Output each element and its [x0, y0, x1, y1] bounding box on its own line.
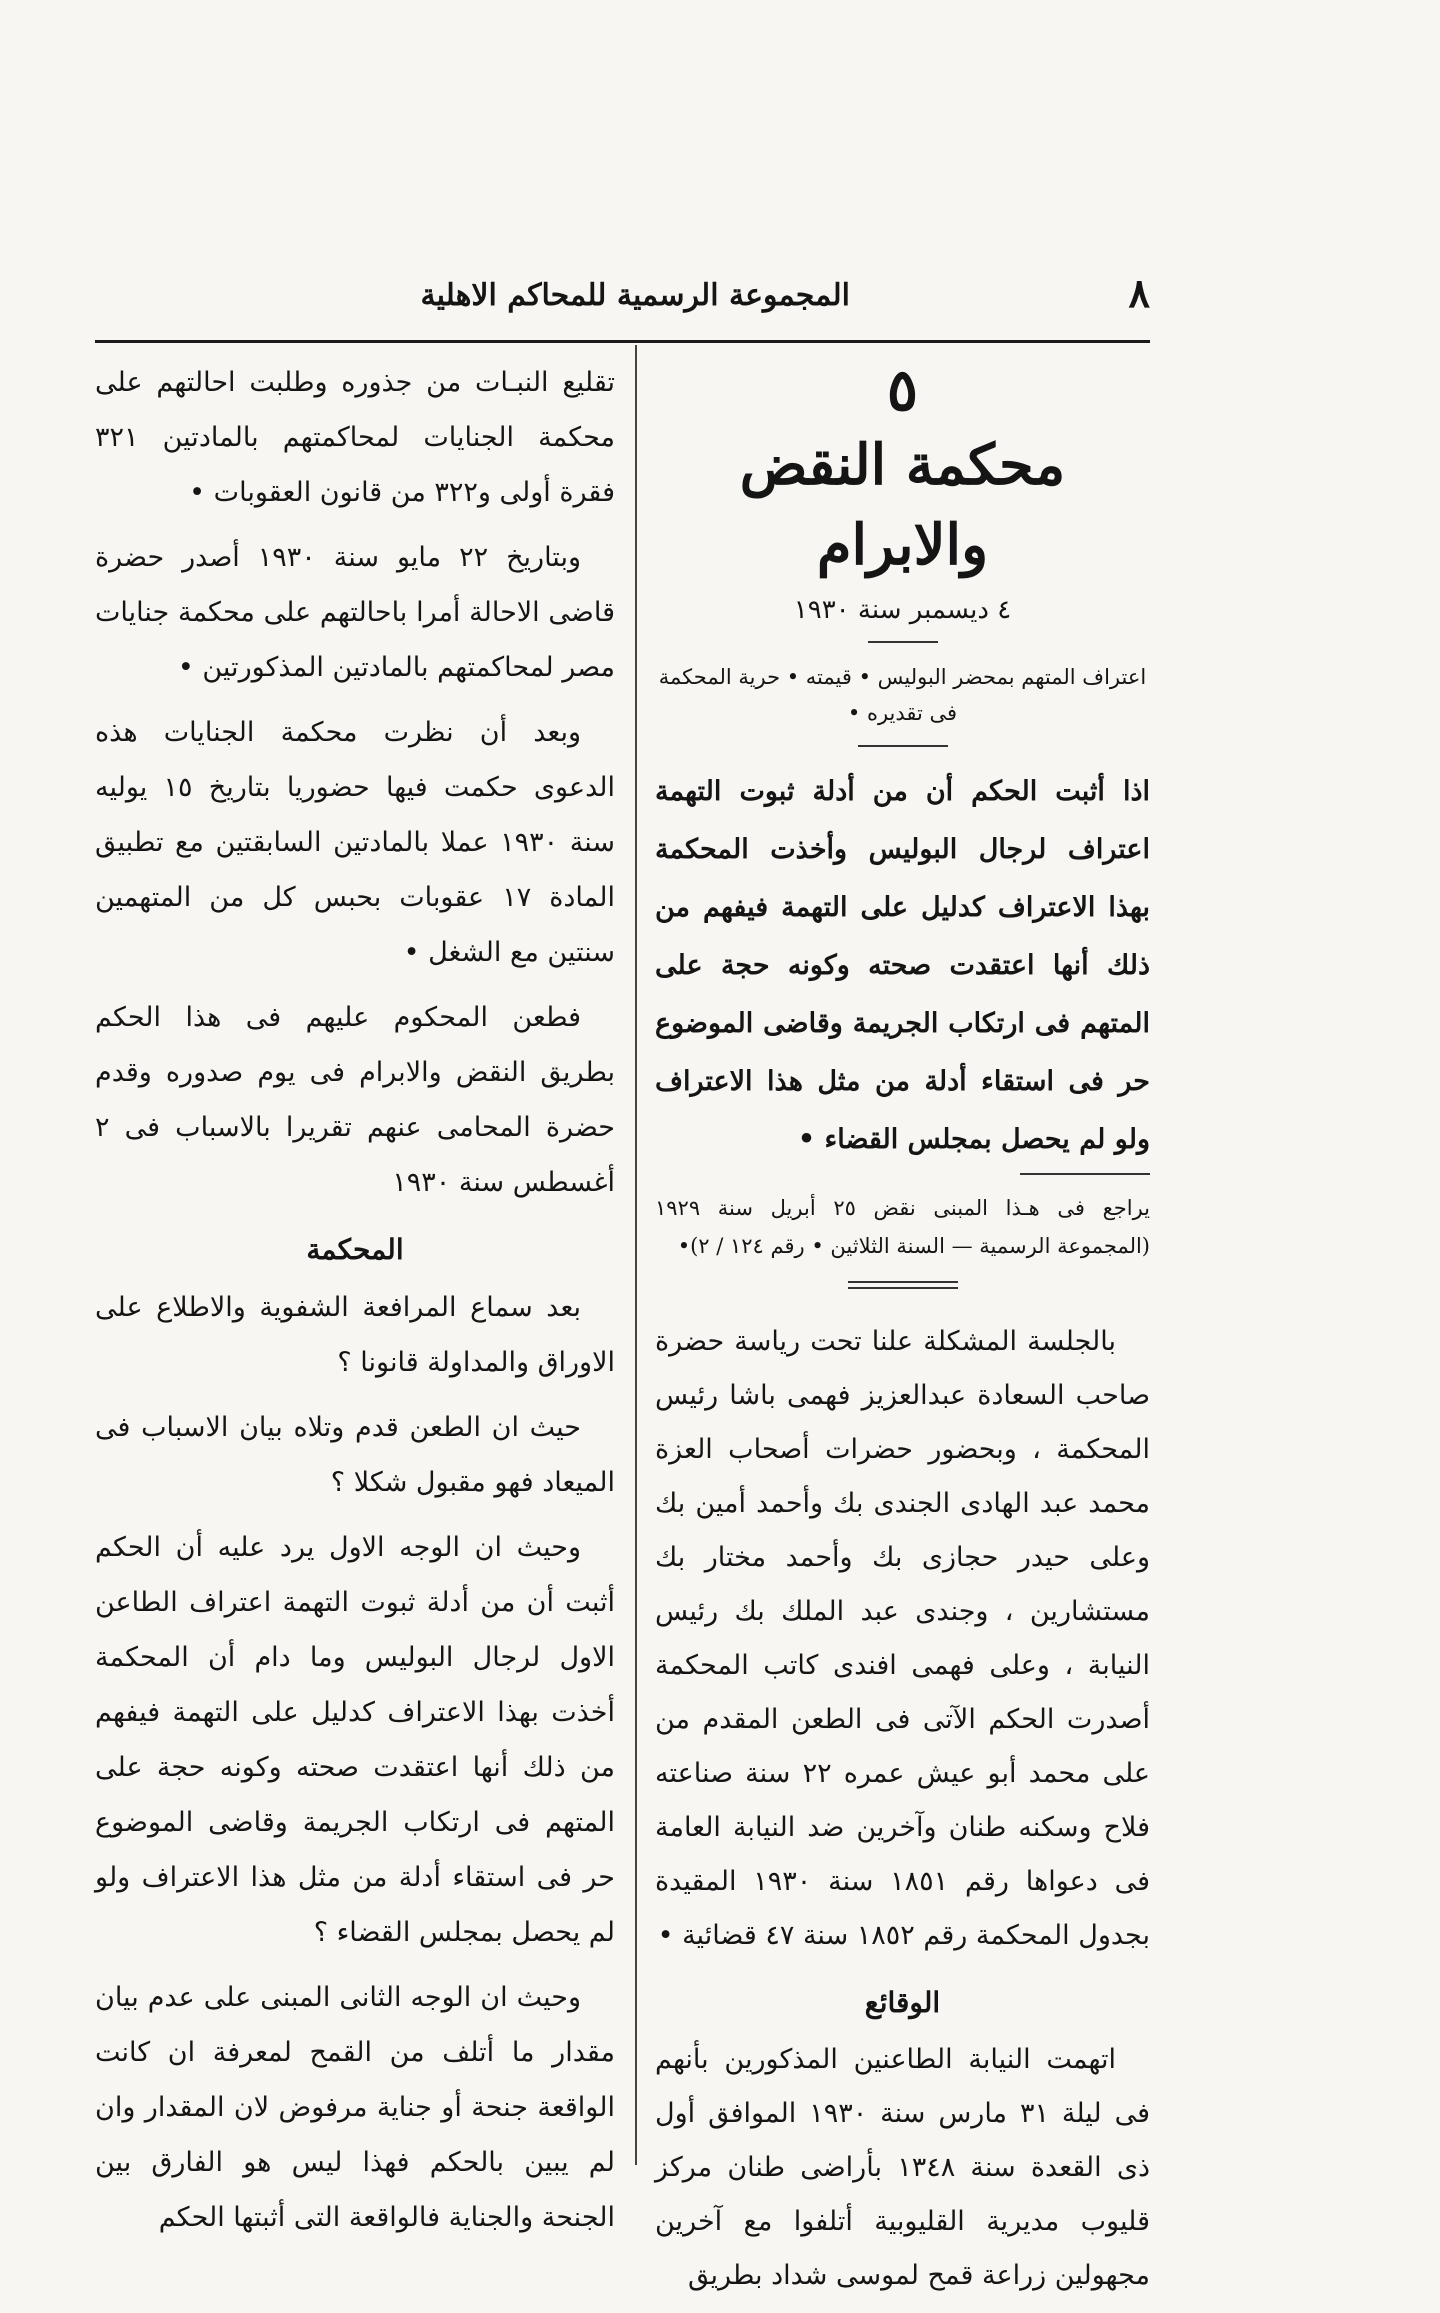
paragraph-5: بعد سماع المرافعة الشفوية والاطلاع على الاوراق والمداولة قانونا ؟ [95, 1292, 615, 1378]
paragraph-1: تقليع النبـات من جذوره وطلبت احالتهم على محكمة الجنايات لمحاكمتهم بالمادتين ٣٢١ فقرة أولى و٣٢٢ من قانون العقوبات • [95, 367, 615, 508]
header-rule [95, 340, 1150, 343]
running-head [95, 270, 1150, 330]
court-section-title: المحكمة [306, 1233, 404, 1266]
session-paragraph: بالجلسة المشكلة علنا تحت رياسة حضرة صاحب السعادة عبدالعزيز فهمى باشا رئيس المحكمة ، وبحضور حضرات أصحاب العزة محمد عبد الهادى الجندى بك وأحمد أمين بك وعلى حيدر حجازى بك وأحمد مختار بك مستشارين ، وجندى عبد الملك بك رئيس النيابة ، وعلى فهمى افندى كاتب المحكمة أصدرت الحكم الآتى فى الطعن المقدم من على محمد أبو عيش عمره ٢٢ سنة صناعته فلاح وسكنه طنان وآخرين ضد النيابة العامة فى دعواها رقم ١٨٥١ سنة ١٩٣٠ المقيدة بجدول المحكمة رقم ١٨٥٢ سنة ٤٧ قضائية • [655, 1326, 1151, 1951]
column-divider [635, 345, 637, 2165]
judgment-date: ٤ ديسمبر سنة ١٩٣٠ [793, 595, 1012, 625]
keywords-rule [858, 745, 948, 747]
facts-paragraph: اتهمت النيابة الطاعنين المذكورين بأنهم فى ليلة ٣١ مارس سنة ١٩٣٠ الموافق أول ذى القعدة سنة ١٣٤٨ بأراضى طنان مركز قليوب مديرية القليوبية أتلفوا مع آخرين مجهولين زراعة قمح لموسى شداد بطريق [655, 2044, 1150, 2291]
header-title: المجموعة الرسمية للمحاكم الاهلية [420, 278, 850, 313]
legal-principle: اذا أثبت الحكم أن من أدلة ثبوت التهمة اعتراف لرجال البوليس وأخذت المحكمة بهذا الاعتراف كدليل على التهمة فيفهم من ذلك أنها اعتقدت صحته وكونه حجة على المتهم فى ارتكاب الجريمة وقاضى الموضوع حر فى استقاء أدلة من مثل هذا الاعتراف ولو لم يحصل بمجلس القضاء • [655, 776, 1150, 1155]
court-title: محكمة النقض والابرام [739, 432, 1066, 578]
paragraph-6: حيث ان الطعن قدم وتلاه بيان الاسباب فى الميعاد فهو مقبول شكلا ؟ [95, 1412, 615, 1498]
case-number: ٥ [886, 356, 919, 424]
facts-title: الوقائع [864, 1986, 941, 2019]
page-number: ٨ [1128, 270, 1150, 317]
case-keywords: اعتراف المتهم بمحضر البوليس • قيمته • حرية المحكمة فى تقديره • [658, 665, 1147, 725]
date-rule [868, 641, 938, 643]
left-column [95, 355, 615, 2255]
right-column [655, 355, 1150, 2313]
paragraph-4: فطعن المحكوم عليهم فى هذا الحكم بطريق النقض والابرام فى يوم صدوره وقدم حضرة المحامى عنهم تقريرا بالاسباب فى ٢ أغسطس سنة ١٩٣٠ [95, 1002, 615, 1198]
paragraph-3: وبعد أن نظرت محكمة الجنايات هذه الدعوى حكمت فيها حضوريا بتاريخ ١٥ يوليه سنة ١٩٣٠ عملا بالمادتين السابقتين مع تطبيق المادة ١٧ عقوبات بحبس كل من المتهمين سنتين مع الشغل • [95, 717, 616, 968]
double-rule [848, 1281, 958, 1289]
paragraph-7: وحيث ان الوجه الاول يرد عليه أن الحكم أثبت أن من أدلة ثبوت التهمة اعتراف الطاعن الاول لرجال البوليس وما دام أن المحكمة أخذت بهذا الاعتراف كدليل على التهمة فيفهم من ذلك أنها اعتقدت صحته وكونه حجة على المتهم فى ارتكاب الجريمة وقاضى الموضوع حر فى استقاء أدلة من مثل هذا الاعتراف ولو لم يحصل بمجلس القضاء ؟ [95, 1532, 615, 1948]
reference-note: يراجع فى هـذا المبنى نقض ٢٥ أبريل سنة ١٩٢٩ (المجموعة الرسمية — السنة الثلاثين • رقم ١٢٤ / ٢)• [655, 1196, 1150, 1258]
principle-rule [1020, 1173, 1150, 1175]
paragraph-8: وحيث ان الوجه الثانى المبنى على عدم بيان مقدار ما أتلف من القمح لمعرفة ان كانت الواقعة جنحة أو جناية مرفوض لان المقدار وان لم يبين بالحكم فهذا ليس هو الفارق بين الجنحة والجناية فالواقعة التى أثبتها الحكم [95, 1982, 615, 2233]
paragraph-2: وبتاريخ ٢٢ مايو سنة ١٩٣٠ أصدر حضرة قاضى الاحالة أمرا باحالتهم على محكمة جنايات مصر لمحاكمتهم بالمادتين المذكورتين • [95, 542, 615, 683]
